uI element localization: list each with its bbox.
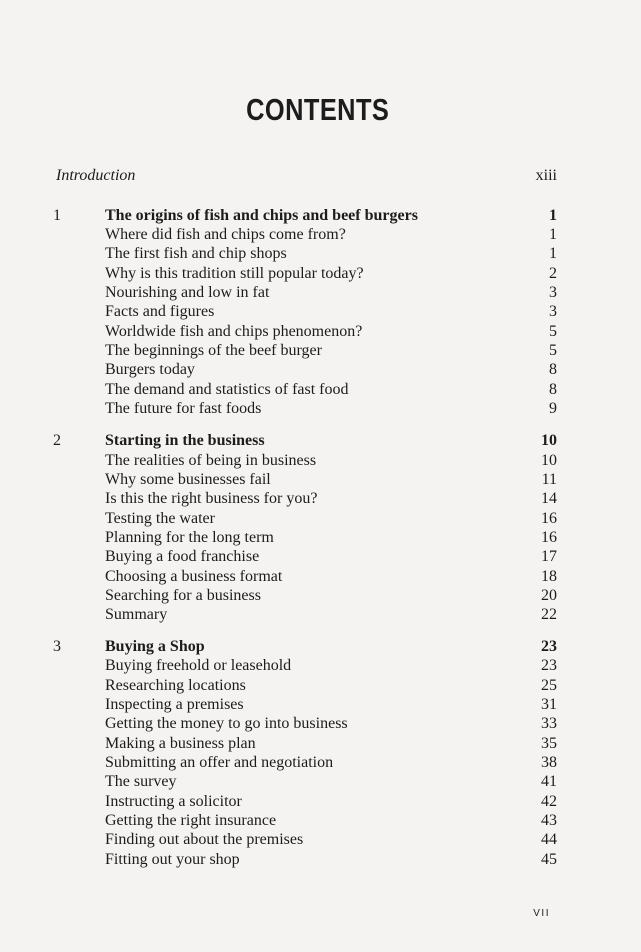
section-title: Inspecting a premises xyxy=(105,696,244,713)
section-row[interactable] xyxy=(0,302,641,322)
section-title: Why is this tradition still popular today? xyxy=(105,265,364,282)
section-title: The beginnings of the beef burger xyxy=(105,342,322,359)
chapter-row[interactable] xyxy=(0,637,641,657)
chapter-row[interactable] xyxy=(0,206,641,226)
section-title: The realities of being in business xyxy=(105,452,317,469)
introduction-label: Introduction xyxy=(56,167,136,184)
chapter-title: Starting in the business xyxy=(105,432,265,449)
chapter-number: 2 xyxy=(53,432,61,449)
section-page: 16 xyxy=(541,529,557,546)
section-title: Where did fish and chips come from? xyxy=(105,226,346,243)
section-row[interactable] xyxy=(0,451,641,471)
section-page: 18 xyxy=(541,568,557,585)
section-row[interactable] xyxy=(0,341,641,361)
section-page: 22 xyxy=(541,606,557,623)
section-row[interactable] xyxy=(0,656,641,676)
section-page: 20 xyxy=(541,587,557,604)
section-row[interactable] xyxy=(0,509,641,529)
section-title: Researching locations xyxy=(105,677,246,694)
section-row[interactable] xyxy=(0,244,641,264)
section-title: Burgers today xyxy=(105,361,195,378)
section-title: Buying freehold or leasehold xyxy=(105,657,292,674)
section-page: 3 xyxy=(549,284,557,301)
section-row[interactable] xyxy=(0,772,641,792)
section-row[interactable] xyxy=(0,470,641,490)
introduction-page: xiii xyxy=(535,167,557,184)
section-title: Submitting an offer and negotiation xyxy=(105,754,334,771)
section-title: Instructing a solicitor xyxy=(105,793,242,810)
section-page: 1 xyxy=(549,245,557,262)
section-title: Choosing a business format xyxy=(105,568,283,585)
section-row[interactable] xyxy=(0,360,641,380)
section-page: 5 xyxy=(549,342,557,359)
chapter-page: 10 xyxy=(541,432,557,449)
section-title: Searching for a business xyxy=(105,587,261,604)
section-page: 3 xyxy=(549,303,557,320)
section-row[interactable] xyxy=(0,225,641,245)
section-page: 2 xyxy=(549,265,557,282)
section-row[interactable] xyxy=(0,264,641,284)
section-page: 35 xyxy=(541,735,557,752)
section-row[interactable] xyxy=(0,792,641,812)
section-title: Getting the money to go into business xyxy=(105,715,348,732)
section-title: Fitting out your shop xyxy=(105,851,240,868)
section-page: 1 xyxy=(549,226,557,243)
chapter-number: 1 xyxy=(53,207,61,224)
section-row[interactable] xyxy=(0,322,641,342)
section-page: 31 xyxy=(541,696,557,713)
section-page: 9 xyxy=(549,400,557,417)
section-row[interactable] xyxy=(0,380,641,400)
section-row[interactable] xyxy=(0,811,641,831)
section-row[interactable] xyxy=(0,586,641,606)
section-page: 8 xyxy=(549,381,557,398)
section-title: Finding out about the premises xyxy=(105,831,304,848)
page-title: CONTENTS xyxy=(246,92,390,127)
section-title: The future for fast foods xyxy=(105,400,262,417)
section-page: 42 xyxy=(541,793,557,810)
section-title: Making a business plan xyxy=(105,735,256,752)
section-title: The survey xyxy=(105,773,177,790)
section-row[interactable] xyxy=(0,283,641,303)
section-row[interactable] xyxy=(0,676,641,696)
section-page: 44 xyxy=(541,831,557,848)
section-title: Worldwide fish and chips phenomenon? xyxy=(105,323,363,340)
chapter-title: Buying a Shop xyxy=(105,638,205,655)
section-page: 10 xyxy=(541,452,557,469)
section-page: 41 xyxy=(541,773,557,790)
section-page: 43 xyxy=(541,812,557,829)
section-row[interactable] xyxy=(0,567,641,587)
section-row[interactable] xyxy=(0,399,641,419)
section-row[interactable] xyxy=(0,714,641,734)
section-title: Getting the right insurance xyxy=(105,812,277,829)
section-title: Nourishing and low in fat xyxy=(105,284,270,301)
chapter-row[interactable] xyxy=(0,431,641,451)
toc-introduction-row[interactable] xyxy=(0,166,641,186)
section-page: 8 xyxy=(549,361,557,378)
section-page: 45 xyxy=(541,851,557,868)
section-page: 23 xyxy=(541,657,557,674)
chapter-page: 23 xyxy=(541,638,557,655)
chapter-number: 3 xyxy=(53,638,61,655)
chapter-title: The origins of fish and chips and beef burgers xyxy=(105,207,418,224)
section-row[interactable] xyxy=(0,830,641,850)
section-page: 17 xyxy=(541,548,557,565)
section-title: Buying a food franchise xyxy=(105,548,260,565)
section-row[interactable] xyxy=(0,605,641,625)
section-page: 25 xyxy=(541,677,557,694)
section-title: Why some businesses fail xyxy=(105,471,271,488)
section-page: 14 xyxy=(541,490,557,507)
section-page: 33 xyxy=(541,715,557,732)
section-title: Planning for the long term xyxy=(105,529,274,546)
chapter-page: 1 xyxy=(549,207,557,224)
section-title: Facts and figures xyxy=(105,303,215,320)
section-page: 16 xyxy=(541,510,557,527)
section-title: Is this the right business for you? xyxy=(105,490,318,507)
section-page: 11 xyxy=(541,471,557,488)
section-row[interactable] xyxy=(0,489,641,509)
section-row[interactable] xyxy=(0,850,641,870)
section-title: Summary xyxy=(105,606,168,623)
section-title: Testing the water xyxy=(105,510,215,527)
section-page: 38 xyxy=(541,754,557,771)
section-row[interactable] xyxy=(0,528,641,548)
page-folio: VII xyxy=(533,908,550,919)
section-title: The first fish and chip shops xyxy=(105,245,287,262)
section-row[interactable] xyxy=(0,734,641,754)
section-page: 5 xyxy=(549,323,557,340)
section-row[interactable] xyxy=(0,753,641,773)
section-title: The demand and statistics of fast food xyxy=(105,381,349,398)
section-row[interactable] xyxy=(0,695,641,715)
section-row[interactable] xyxy=(0,547,641,567)
